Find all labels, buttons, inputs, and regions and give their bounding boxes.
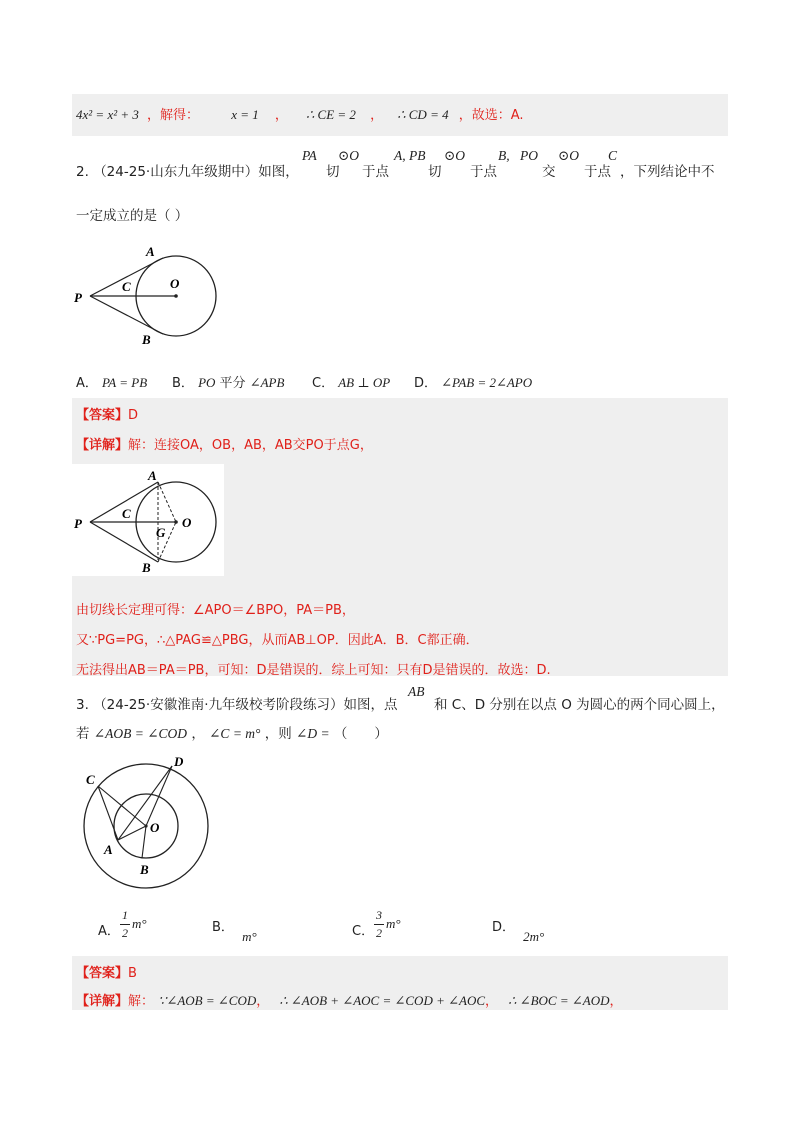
q2-line1 bbox=[76, 160, 299, 180]
q3-answer bbox=[76, 962, 137, 981]
fraction-bar bbox=[120, 924, 130, 925]
q2-option-d bbox=[414, 372, 532, 391]
equation: ∴ CE = 2 bbox=[306, 107, 356, 122]
math: ∴ ∠BOC = ∠AOD bbox=[508, 993, 610, 1008]
detail-text: 解：连接OA，OB，AB，AB交PO于点G， bbox=[128, 438, 373, 453]
answer-tag: 【答案】 bbox=[76, 408, 129, 423]
text: 于点 bbox=[584, 164, 611, 180]
label-A: A bbox=[148, 468, 157, 483]
option-math: m° bbox=[242, 929, 257, 944]
option-letter: B． bbox=[212, 920, 234, 935]
q2-detail-3: 又∵PG=PG，∴△PAG≌△PBG，从而AB⊥OP．因此A．B．C都正确． bbox=[76, 633, 479, 648]
prev-solution-line bbox=[76, 104, 524, 123]
label-A: A bbox=[104, 842, 113, 857]
q3-detail bbox=[76, 990, 622, 1009]
q3-option-b bbox=[212, 916, 257, 944]
q2-option-c bbox=[312, 372, 390, 391]
label-C: C bbox=[122, 279, 131, 294]
detail-tag: 【详解】 bbox=[76, 994, 129, 1009]
option-math: ∠PAB = 2∠APO bbox=[441, 375, 533, 390]
math: ∵∠AOB = ∠COD bbox=[158, 993, 257, 1008]
q2-detail-4: 无法得出AB＝PA＝PB，可知：D是错误的．综上可知：只有D是错误的．故选：D. bbox=[76, 663, 551, 678]
text: 交 bbox=[542, 164, 556, 180]
q3-figure bbox=[78, 752, 228, 892]
text: ，下列结论中不 bbox=[620, 164, 715, 180]
math: C bbox=[608, 148, 618, 163]
label-C: C bbox=[86, 772, 95, 787]
detail-text: 解： bbox=[128, 994, 155, 1009]
label-P: P bbox=[74, 516, 82, 531]
label-B: B bbox=[140, 862, 149, 877]
equation: 4x² = x² + 3 bbox=[76, 107, 139, 122]
q2-inline-math bbox=[302, 148, 722, 180]
math: B, bbox=[498, 148, 510, 163]
answer-value: D bbox=[128, 408, 139, 423]
text: 切 bbox=[428, 164, 442, 180]
fraction-numerator: 1 bbox=[122, 908, 128, 922]
text: ，故选：A. bbox=[458, 108, 524, 123]
q3-ab: AB bbox=[408, 684, 425, 699]
fraction-numerator: 3 bbox=[376, 908, 382, 922]
math: ⊙O bbox=[558, 148, 580, 163]
q2-line2: 一定成立的是（ ） bbox=[76, 208, 189, 224]
q2-option-b bbox=[172, 372, 284, 391]
text: ， bbox=[609, 994, 623, 1009]
fraction-denominator: 2 bbox=[122, 926, 128, 940]
fraction-bar bbox=[374, 924, 384, 925]
option-math: AB ⊥ OP bbox=[338, 375, 391, 390]
q2-detail-1 bbox=[76, 434, 373, 453]
option-letter: A． bbox=[76, 376, 98, 391]
math: PA bbox=[302, 148, 317, 163]
text: （ ） bbox=[333, 726, 388, 742]
option-letter: D． bbox=[492, 920, 516, 935]
q2-figure bbox=[70, 240, 230, 350]
label-G: G bbox=[156, 525, 166, 540]
option-math: PO bbox=[198, 375, 216, 390]
text: 于点 bbox=[470, 164, 497, 180]
math: ∴ ∠AOB + ∠AOC = ∠COD + ∠AOC bbox=[279, 993, 486, 1008]
option-letter: D． bbox=[414, 376, 438, 391]
option-letter: A． bbox=[98, 924, 120, 939]
q3-option-d bbox=[492, 916, 545, 944]
q3-line1 bbox=[76, 693, 398, 713]
text: ， bbox=[370, 108, 384, 123]
text: 切 bbox=[326, 164, 340, 180]
option-letter: C． bbox=[312, 376, 335, 391]
q3-line2 bbox=[76, 722, 388, 742]
label-C: C bbox=[122, 506, 131, 521]
answer-value: B bbox=[128, 966, 137, 981]
math: PO bbox=[520, 148, 538, 163]
text: 若 bbox=[76, 726, 90, 742]
math: ⊙O bbox=[338, 148, 360, 163]
text: ， bbox=[191, 726, 205, 742]
label-B: B bbox=[142, 560, 151, 575]
text: ，解得： bbox=[147, 108, 200, 123]
equation: ∴ CD = 4 bbox=[397, 107, 449, 122]
option-math: PA = PB bbox=[102, 375, 148, 390]
label-B: B bbox=[142, 332, 151, 347]
label-O: O bbox=[182, 515, 192, 530]
q2-solution-figure bbox=[72, 464, 224, 576]
q2-detail-2: 由切线长定理可得：∠APO＝∠BPO，PA＝PB， bbox=[76, 603, 355, 618]
text: ， bbox=[485, 994, 499, 1009]
text: ， bbox=[256, 994, 270, 1009]
label-D: D bbox=[174, 754, 184, 769]
label-O: O bbox=[150, 820, 160, 835]
math: A, PB bbox=[394, 148, 426, 163]
option-math: m° bbox=[386, 916, 401, 931]
text: 于点 bbox=[362, 164, 389, 180]
option-math: 2m° bbox=[523, 929, 545, 944]
label-P: P bbox=[74, 290, 82, 305]
q2-option-a bbox=[76, 372, 147, 391]
answer-tag: 【答案】 bbox=[76, 966, 129, 981]
fraction-denominator: 2 bbox=[376, 926, 382, 940]
text: ，则 bbox=[264, 726, 292, 742]
option-text: 平分 bbox=[219, 376, 246, 391]
question-number: 3. bbox=[76, 697, 89, 713]
text: ， bbox=[274, 108, 288, 123]
option-math: ∠APB bbox=[249, 375, 285, 390]
option-math: m° bbox=[132, 916, 147, 931]
math: ∠D = bbox=[296, 726, 330, 741]
label-O: O bbox=[170, 276, 180, 291]
math: ∠AOB = ∠COD bbox=[93, 726, 188, 741]
q2-answer bbox=[76, 404, 138, 423]
q3-option-a bbox=[98, 908, 178, 944]
label-A: A bbox=[146, 244, 155, 259]
option-letter: B． bbox=[172, 376, 194, 391]
q3-mid: 和 C、D 分别在以点 O 为圆心的两个同心圆上， bbox=[434, 697, 725, 713]
question-number: 2. bbox=[76, 164, 89, 180]
question-source: （24-25·安徽淮南·九年级校考阶段练习）如图，点 bbox=[93, 697, 398, 713]
q3-option-c bbox=[352, 908, 432, 944]
math: ∠C = m° bbox=[209, 726, 261, 741]
math: ⊙O bbox=[444, 148, 466, 163]
question-source: （24-25·山东九年级期中）如图， bbox=[93, 164, 299, 180]
detail-tag: 【详解】 bbox=[76, 438, 129, 453]
option-letter: C． bbox=[352, 924, 375, 939]
equation: x = 1 bbox=[231, 107, 259, 122]
